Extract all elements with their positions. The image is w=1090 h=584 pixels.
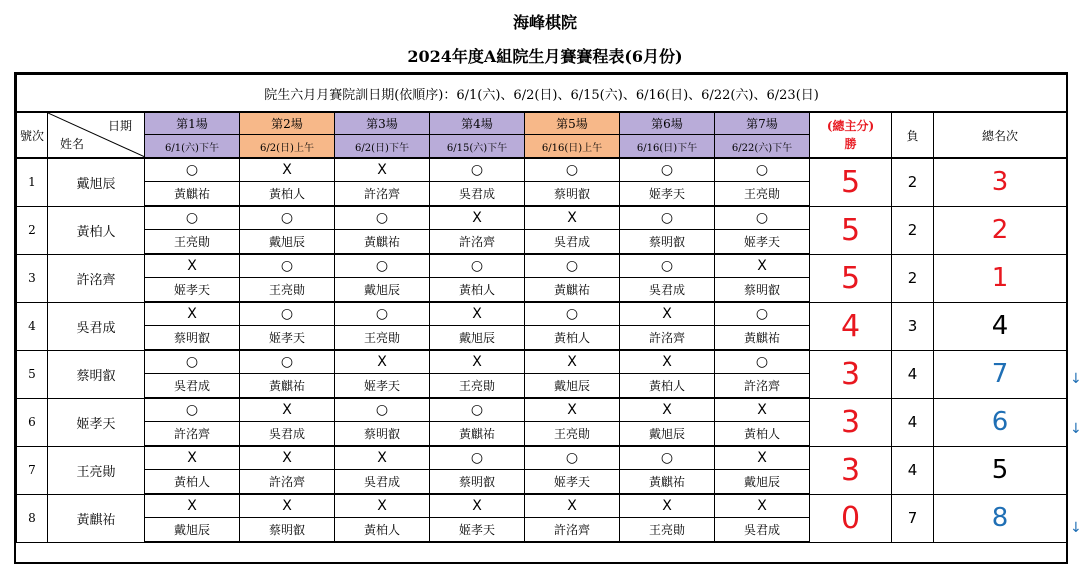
game-result: X <box>620 302 715 326</box>
header-row-rounds <box>17 112 1067 135</box>
game-opponent: 吳君成 <box>620 278 715 303</box>
game-result: ○ <box>525 158 620 182</box>
game-result: X <box>335 494 430 518</box>
player-name: 姬孝天 <box>48 398 145 446</box>
game-result: X <box>145 494 240 518</box>
game-result: X <box>430 494 525 518</box>
player-losses: 4 <box>892 446 934 494</box>
player-row <box>17 446 1067 470</box>
player-rank: 5 <box>934 446 1067 494</box>
game-opponent: 戴旭辰 <box>240 230 335 255</box>
player-rank: 2 <box>934 206 1067 254</box>
player-losses: 2 <box>892 206 934 254</box>
player-losses: 4 <box>892 398 934 446</box>
game-opponent: 戴旭辰 <box>715 470 810 495</box>
round-5-date: 6/16(日)上午 <box>525 135 620 159</box>
game-opponent: 吳君成 <box>525 230 620 255</box>
rank-drop-arrow: ↓ <box>1070 520 1082 537</box>
header-rank: 總名次 <box>934 112 1067 158</box>
player-losses: 3 <box>892 302 934 350</box>
game-opponent: 戴旭辰 <box>620 422 715 447</box>
player-losses: 2 <box>892 158 934 206</box>
game-result: ○ <box>145 158 240 182</box>
game-result: X <box>335 158 430 182</box>
game-result: ○ <box>525 446 620 470</box>
game-result: ○ <box>620 158 715 182</box>
game-result: ○ <box>335 302 430 326</box>
round-4-date: 6/15(六)下午 <box>430 135 525 159</box>
game-result: ○ <box>715 206 810 230</box>
game-opponent: 蔡明叡 <box>335 422 430 447</box>
game-result: X <box>335 446 430 470</box>
game-result: X <box>240 158 335 182</box>
game-opponent: 蔡明叡 <box>620 230 715 255</box>
game-result: X <box>240 494 335 518</box>
player-name: 黃柏人 <box>48 206 145 254</box>
game-result: ○ <box>430 446 525 470</box>
game-opponent: 黃柏人 <box>145 470 240 495</box>
game-opponent: 黃麒祐 <box>525 278 620 303</box>
player-name: 蔡明叡 <box>48 350 145 398</box>
game-opponent: 吳君成 <box>240 422 335 447</box>
game-opponent: 黃柏人 <box>430 278 525 303</box>
game-result: X <box>525 398 620 422</box>
round-6-date: 6/16(日)下午 <box>620 135 715 159</box>
round-3-date: 6/2(日)下午 <box>335 135 430 159</box>
game-opponent: 蔡明叡 <box>145 326 240 351</box>
game-opponent: 姬孝天 <box>430 518 525 543</box>
player-rank: 7 <box>934 350 1067 398</box>
game-result: ○ <box>430 158 525 182</box>
game-result: X <box>145 446 240 470</box>
game-opponent: 王亮勛 <box>715 182 810 207</box>
player-number: 2 <box>17 206 48 254</box>
game-opponent: 王亮勛 <box>335 326 430 351</box>
game-result: X <box>620 398 715 422</box>
game-result: X <box>715 494 810 518</box>
page-title: 2024年度A組院生月賽賽程表(6月份) <box>407 47 683 66</box>
game-result: ○ <box>715 158 810 182</box>
player-name: 王亮勛 <box>48 446 145 494</box>
game-opponent: 吳君成 <box>145 374 240 399</box>
player-number: 6 <box>17 398 48 446</box>
header-wins <box>810 112 892 158</box>
game-opponent: 黃麒祐 <box>620 470 715 495</box>
game-result: ○ <box>145 398 240 422</box>
round-7-date: 6/22(六)下午 <box>715 135 810 159</box>
game-opponent: 黃柏人 <box>335 518 430 543</box>
player-number: 4 <box>17 302 48 350</box>
game-result: X <box>620 494 715 518</box>
game-opponent: 王亮勛 <box>525 422 620 447</box>
round-4-label: 第4場 <box>430 112 525 135</box>
player-row <box>17 254 1067 278</box>
game-opponent: 黃柏人 <box>240 182 335 207</box>
round-3-label: 第3場 <box>335 112 430 135</box>
game-opponent: 吳君成 <box>335 470 430 495</box>
game-opponent: 許洺齊 <box>430 230 525 255</box>
game-result: X <box>525 350 620 374</box>
round-5-label: 第5場 <box>525 112 620 135</box>
player-name: 黃麒祐 <box>48 494 145 542</box>
player-number: 3 <box>17 254 48 302</box>
game-opponent: 許洺齊 <box>145 422 240 447</box>
round-7-label: 第7場 <box>715 112 810 135</box>
game-result: ○ <box>335 206 430 230</box>
game-result: ○ <box>715 350 810 374</box>
player-wins: 3 <box>810 398 892 446</box>
game-opponent: 蔡明叡 <box>525 182 620 207</box>
game-result: X <box>145 302 240 326</box>
player-number: 8 <box>17 494 48 542</box>
player-rank: 1 <box>934 254 1067 302</box>
player-number: 7 <box>17 446 48 494</box>
org-name: 海峰棋院 <box>512 13 577 32</box>
game-opponent: 黃麒祐 <box>240 374 335 399</box>
round-2-date: 6/2(日)上午 <box>240 135 335 159</box>
game-result: ○ <box>240 254 335 278</box>
game-result: X <box>430 206 525 230</box>
player-rank: 6 <box>934 398 1067 446</box>
player-number: 5 <box>17 350 48 398</box>
game-opponent: 蔡明叡 <box>715 278 810 303</box>
round-1-label: 第1場 <box>145 112 240 135</box>
player-row <box>17 398 1067 422</box>
player-wins: 3 <box>810 350 892 398</box>
game-opponent: 許洺齊 <box>525 518 620 543</box>
game-result: X <box>620 350 715 374</box>
game-result: ○ <box>430 398 525 422</box>
game-result: ○ <box>620 254 715 278</box>
rank-drop-arrow: ↓ <box>1070 421 1082 437</box>
player-wins: 5 <box>810 254 892 302</box>
game-result: ○ <box>525 302 620 326</box>
game-opponent: 姬孝天 <box>715 230 810 255</box>
game-result: X <box>430 302 525 326</box>
game-opponent: 黃麒祐 <box>145 182 240 207</box>
game-result: X <box>525 494 620 518</box>
header-wins-label: 勝 <box>844 137 857 151</box>
player-wins: 0 <box>810 494 892 542</box>
game-result: ○ <box>430 254 525 278</box>
round-2-label: 第2場 <box>240 112 335 135</box>
game-result: ○ <box>145 206 240 230</box>
game-result: ○ <box>240 302 335 326</box>
player-row <box>17 350 1067 374</box>
game-opponent: 黃麒祐 <box>715 326 810 351</box>
game-opponent: 吳君成 <box>430 182 525 207</box>
game-opponent: 姬孝天 <box>145 278 240 303</box>
player-wins: 5 <box>810 206 892 254</box>
game-result: ○ <box>620 206 715 230</box>
game-result: ○ <box>335 254 430 278</box>
game-result: X <box>240 398 335 422</box>
game-opponent: 王亮勛 <box>145 230 240 255</box>
schedule-table <box>16 74 1067 543</box>
player-losses: 2 <box>892 254 934 302</box>
training-dates-notice: 院生六月月賽院訓日期(依順序)：6/1(六)、6/2(日)、6/15(六)、6/16(日)、6/22(六)、6/23(日) <box>17 75 1067 113</box>
game-result: ○ <box>620 446 715 470</box>
game-opponent: 黃柏人 <box>525 326 620 351</box>
player-losses: 7 <box>892 494 934 542</box>
game-result: X <box>715 254 810 278</box>
game-opponent: 姬孝天 <box>240 326 335 351</box>
header-name-label: 姓名 <box>60 137 85 151</box>
player-row <box>17 302 1067 326</box>
game-opponent: 王亮勛 <box>430 374 525 399</box>
game-opponent: 姬孝天 <box>335 374 430 399</box>
player-rank: 8 <box>934 494 1067 542</box>
player-name: 吳君成 <box>48 302 145 350</box>
player-name: 戴旭辰 <box>48 158 145 206</box>
game-opponent: 蔡明叡 <box>430 470 525 495</box>
game-opponent: 王亮勛 <box>620 518 715 543</box>
round-1-date: 6/1(六)下午 <box>145 135 240 159</box>
game-opponent: 姬孝天 <box>620 182 715 207</box>
player-number: 1 <box>17 158 48 206</box>
player-name: 許洺齊 <box>48 254 145 302</box>
game-result: ○ <box>525 254 620 278</box>
game-opponent: 黃麒祐 <box>335 230 430 255</box>
game-result: ○ <box>240 206 335 230</box>
round-6-label: 第6場 <box>620 112 715 135</box>
game-opponent: 黃柏人 <box>715 422 810 447</box>
player-row <box>17 494 1067 518</box>
game-result: X <box>145 254 240 278</box>
game-result: X <box>715 446 810 470</box>
game-opponent: 戴旭辰 <box>430 326 525 351</box>
player-rank: 4 <box>934 302 1067 350</box>
notice-row <box>17 75 1067 113</box>
game-result: ○ <box>145 350 240 374</box>
player-row <box>17 206 1067 230</box>
game-result: X <box>240 446 335 470</box>
header-losses: 負 <box>892 112 934 158</box>
game-opponent: 吳君成 <box>715 518 810 543</box>
game-opponent: 許洺齊 <box>715 374 810 399</box>
game-opponent: 許洺齊 <box>335 182 430 207</box>
game-result: ○ <box>335 398 430 422</box>
game-opponent: 姬孝天 <box>525 470 620 495</box>
header-corner <box>48 112 145 158</box>
player-rank: 3 <box>934 158 1067 206</box>
game-opponent: 戴旭辰 <box>335 278 430 303</box>
player-wins: 3 <box>810 446 892 494</box>
game-opponent: 戴旭辰 <box>145 518 240 543</box>
player-row <box>17 158 1067 182</box>
player-losses: 4 <box>892 350 934 398</box>
game-opponent: 黃麒祐 <box>430 422 525 447</box>
game-result: ○ <box>715 302 810 326</box>
game-opponent: 許洺齊 <box>620 326 715 351</box>
header-wins-sub: (總主分) <box>826 119 875 133</box>
game-result: X <box>335 350 430 374</box>
header-number: 號次 <box>17 112 48 158</box>
rank-drop-arrow: ↓ <box>1070 371 1082 388</box>
game-opponent: 蔡明叡 <box>240 518 335 543</box>
game-result: X <box>715 398 810 422</box>
game-opponent: 許洺齊 <box>240 470 335 495</box>
game-result: X <box>430 350 525 374</box>
game-result: ○ <box>240 350 335 374</box>
header-date-label: 日期 <box>107 119 132 133</box>
game-result: X <box>525 206 620 230</box>
game-opponent: 王亮勛 <box>240 278 335 303</box>
game-opponent: 黃柏人 <box>620 374 715 399</box>
game-opponent: 戴旭辰 <box>525 374 620 399</box>
player-wins: 4 <box>810 302 892 350</box>
player-wins: 5 <box>810 158 892 206</box>
